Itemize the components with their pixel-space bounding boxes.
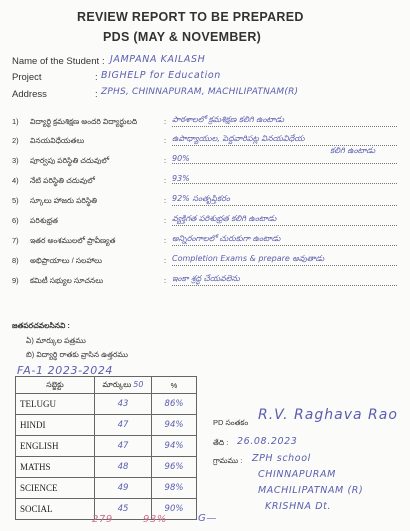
subject-cell: TELUGU (16, 394, 95, 415)
marks-table-header (16, 377, 197, 394)
item-value: 90% (172, 154, 397, 164)
marks-row (16, 415, 197, 436)
item-label: అభిప్రాయాలు / సలహాలు (30, 256, 102, 265)
initials-mark: G— (198, 513, 217, 524)
marks-row (16, 394, 197, 415)
col-marks-header: మార్కులు 50 (95, 377, 152, 394)
item-number: 3) (12, 156, 19, 165)
item-number: 4) (12, 176, 19, 185)
student-name-label: Name of the Student (12, 56, 100, 67)
marks-table (15, 376, 197, 520)
project-value: BIGHELP for Education (101, 70, 221, 81)
item-value: ఉపాధ్యాయుల, పెద్దవారిపట్ల వినయవిధేయ (172, 134, 397, 146)
village-line1: ZPH school (252, 453, 311, 464)
item-colon: : (164, 216, 167, 225)
subject-cell: MATHS (16, 457, 95, 478)
pd-signature-label: PD సంతకం (213, 418, 249, 427)
item-value: వ్యక్తిగత పరిశుభ్రత కలిగి ఉంటాడు (172, 214, 397, 226)
subject-cell: SCIENCE (16, 478, 95, 499)
subject-cell: HINDI (16, 415, 95, 436)
address-colon: : (95, 89, 98, 100)
pd-signature: R.V. Raghava Rao (258, 407, 398, 423)
student-name-value: JAMPANA KAILASH (110, 54, 206, 65)
item-value: Completion Exams & prepare అవుతాడు (172, 254, 397, 266)
item-label: ఇతర అంశములలో ప్రావీణ్యత (30, 236, 116, 245)
item-colon: : (164, 176, 167, 185)
project-colon: : (95, 72, 98, 83)
item-number: 2) (12, 136, 19, 145)
village-line2: CHINNAPURAM (258, 469, 336, 480)
item-number: 8) (12, 256, 19, 265)
attachment-item-a: ఏ) మార్కుల పత్రము (26, 336, 86, 345)
report-title-line2: PDS (MAY & NOVEMBER) (103, 30, 262, 44)
item-number: 7) (12, 236, 19, 245)
item-value: ఇంకా శ్రద్ధ చేయవలెను (172, 274, 397, 286)
marks-cell: 47 (95, 436, 152, 457)
percent-cell: 98% (152, 478, 197, 499)
student-name-colon: : (102, 56, 105, 67)
item-colon: : (164, 276, 167, 285)
project-label: Project (12, 72, 42, 83)
marks-cell: 45 (95, 499, 152, 520)
item-colon: : (164, 196, 167, 205)
item-value: అన్నిరంగాలలో చురుకుగా ఉంటాడు (172, 234, 397, 246)
marks-cell: 47 (95, 415, 152, 436)
item-label: స్కూలు హాజరు పరిస్థితి (30, 196, 97, 205)
marks-cell: 48 (95, 457, 152, 478)
percent-cell: 86% (152, 394, 197, 415)
marks-row (16, 478, 197, 499)
percent-cell: 94% (152, 415, 197, 436)
item-label: విద్యార్థి క్రమశిక్షణ అందరి విద్యార్థులది (30, 117, 138, 126)
item-number: 5) (12, 196, 19, 205)
item-label: పరిశుభ్రత (30, 216, 58, 225)
item-value: పాఠశాలలో క్రమశిక్షణ కలిగి ఉంటాడు (172, 115, 397, 127)
item-colon: : (164, 117, 167, 126)
item-label: కమిటీ సభ్యుల సూచనలు (30, 276, 104, 285)
item-label: పూర్వపు పరిస్థితి చదువులో (30, 156, 110, 165)
percent-cell: 90% (152, 499, 197, 520)
exam-label: FA-1 2023-2024 (17, 364, 114, 377)
date-label: తేది : (213, 438, 229, 447)
item-value-continued: కలిగి ఉంటాడు (330, 146, 376, 155)
village-line4: KRISHNA Dt. (265, 501, 332, 512)
attachment-item-b: బి) విద్యార్థి రాతకు వ్రాసిన ఉత్తరము (26, 350, 128, 359)
item-label: నేటి పరిస్థితి చదువులో (30, 176, 95, 185)
subject-cell: ENGLISH (16, 436, 95, 457)
total-percent: 93% (143, 514, 168, 525)
percent-cell: 96% (152, 457, 197, 478)
marks-cell: 43 (95, 394, 152, 415)
item-number: 9) (12, 276, 19, 285)
item-colon: : (164, 136, 167, 145)
col-percent-header: % (152, 377, 197, 394)
village-label: గ్రామము : (213, 456, 243, 465)
item-colon: : (164, 236, 167, 245)
total-marks: 279 (92, 514, 113, 525)
marks-row (16, 436, 197, 457)
item-label: వినయవిధేయతలు (30, 136, 85, 145)
item-colon: : (164, 156, 167, 165)
item-number: 1) (12, 117, 19, 126)
percent-cell: 94% (152, 436, 197, 457)
item-value: 93% (172, 174, 397, 184)
address-value: ZPHS, CHINNAPURAM, MACHILIPATNAM(R) (101, 87, 299, 97)
address-label: Address (12, 89, 47, 100)
item-number: 6) (12, 216, 19, 225)
report-title-line1: REVIEW REPORT TO BE PREPARED (77, 10, 304, 24)
date-value: 26.08.2023 (237, 436, 298, 447)
marks-row (16, 457, 197, 478)
village-line3: MACHILIPATNAM (R) (258, 485, 364, 496)
subject-cell: SOCIAL (16, 499, 95, 520)
marks-cell: 49 (95, 478, 152, 499)
item-colon: : (164, 256, 167, 265)
attachments-heading: జతపరచవలసినవి : (12, 321, 70, 330)
col-subject-header: సబ్జెక్టు (16, 377, 95, 394)
item-value: 92% సంతృప్తికరం (172, 194, 397, 206)
